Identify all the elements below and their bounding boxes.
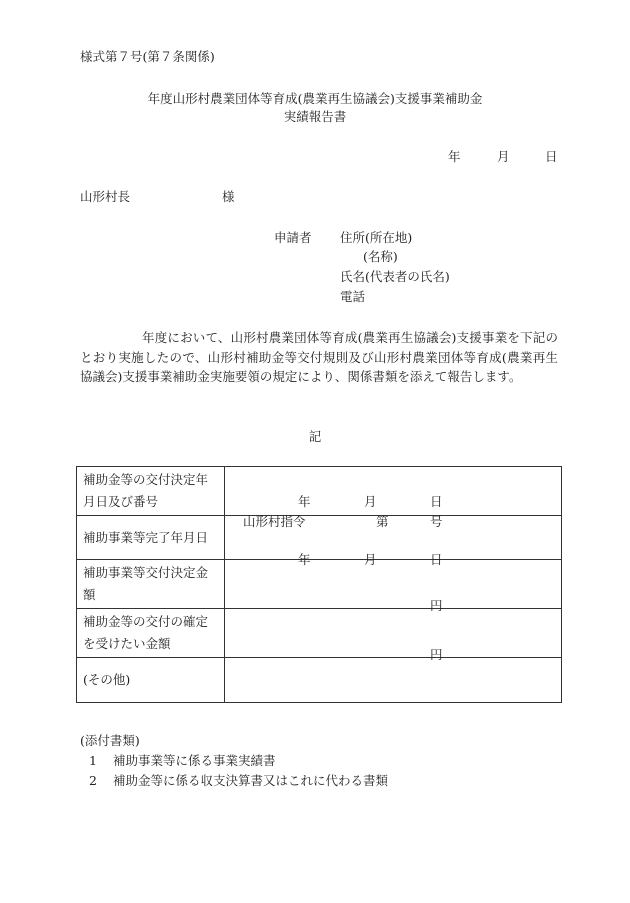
decision-month: 月	[364, 494, 377, 509]
table-row-completion	[77, 516, 562, 560]
recipient-name: 山形村長	[80, 189, 131, 204]
document-title: 年度山形村農業団体等育成(農業再生協議会)支援事業補助金	[147, 91, 483, 106]
table-row-other	[77, 658, 562, 703]
confirmed-amount-unit: 円	[430, 647, 443, 662]
report-paragraph: 年度において、山形村農業団体等育成(農業再生協議会)支援事業を下記のとおり実施したので、山形村補助金等交付規則及び山形村農業団体等育成(農業再生協議会)支援事業補助金実施要領の規定により、関係書類を添えて報告します。	[80, 330, 558, 384]
decision-go: 号	[430, 514, 443, 529]
ki-heading: 記	[308, 429, 322, 444]
applicant-person: 氏名(代表者の氏名)	[340, 269, 450, 284]
attachment-item: 補助事業等に係る事業実績書	[113, 753, 276, 768]
decision-directive: 山形村指令	[243, 514, 306, 529]
decision-year: 年	[298, 494, 311, 509]
decision-value[interactable]	[225, 467, 562, 529]
applicant-org-name: (名称)	[363, 249, 398, 264]
report-table	[76, 466, 562, 703]
date-day: 日	[545, 149, 558, 164]
table-row-decision-amount	[77, 560, 562, 609]
date-year: 年	[448, 149, 461, 164]
applicant-phone: 電話	[340, 289, 366, 304]
decision-amount-unit: 円	[430, 598, 443, 613]
other-label: (その他)	[77, 658, 225, 703]
recipient-honorific: 様	[222, 189, 235, 204]
attachments-heading: (添付書類)	[80, 733, 140, 748]
date-month: 月	[497, 149, 510, 164]
confirmed-amount-label: 補助金等の交付の確定を受けたい金額	[77, 609, 225, 658]
attachment-number: 1	[89, 753, 97, 768]
attachment-item: 補助金等に係る収支決算書又はこれに代わる書類	[113, 773, 389, 788]
document-subtitle: 実績報告書	[283, 109, 347, 124]
decision-label: 補助金等の交付決定年月日及び番号	[77, 467, 225, 516]
applicant-label: 申請者	[274, 230, 312, 245]
applicant-address: 住所(所在地)	[340, 230, 413, 245]
completion-year: 年	[298, 551, 311, 567]
completion-label: 補助事業等完了年月日	[77, 516, 225, 560]
confirmed-amount-value[interactable]	[225, 609, 562, 662]
form-number: 様式第７号(第７条関係)	[80, 49, 215, 64]
table-row-decision	[77, 467, 562, 516]
completion-day: 日	[430, 551, 443, 567]
completion-value[interactable]	[225, 516, 562, 567]
decision-day: 日	[430, 494, 443, 509]
decision-amount-value[interactable]	[225, 560, 562, 613]
other-value[interactable]	[225, 658, 562, 703]
attachment-number: 2	[89, 773, 97, 788]
decision-dai: 第	[376, 514, 389, 529]
decision-amount-label: 補助事業等交付決定金額	[77, 560, 225, 609]
table-row-confirmed-amount	[77, 609, 562, 658]
completion-month: 月	[364, 551, 377, 567]
